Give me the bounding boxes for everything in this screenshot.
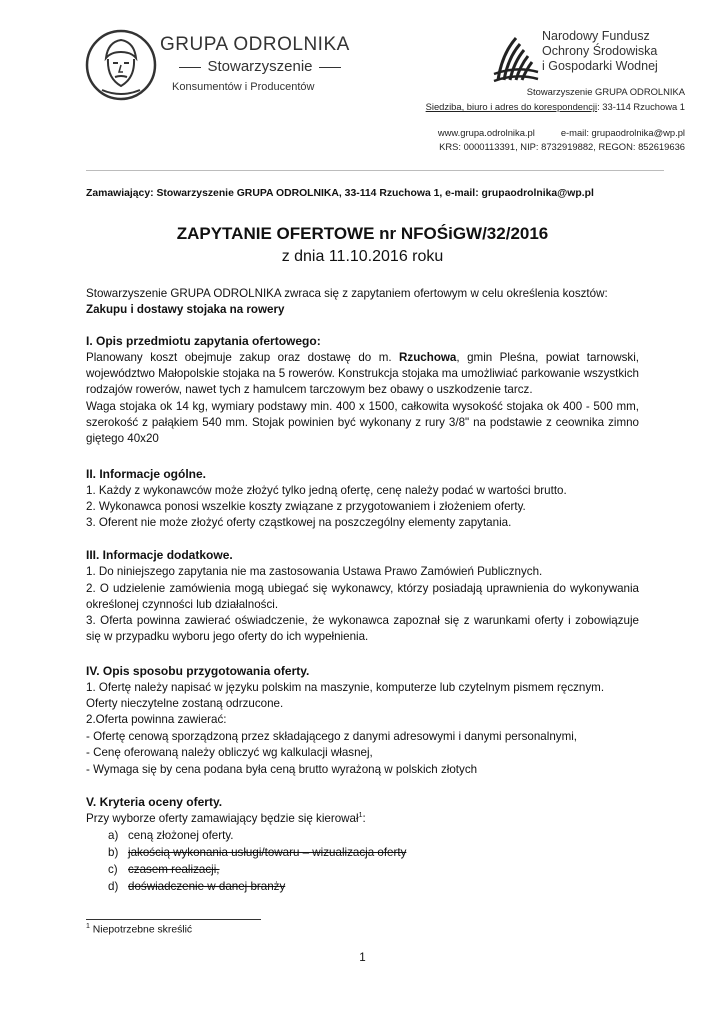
section-2-item: 1. Każdy z wykonawców może złożyć tylko jedną ofertę, cenę należy podać w wartości brutto.	[86, 484, 567, 497]
grupa-odrolnika-logo	[84, 28, 359, 108]
footnote-divider	[86, 919, 261, 920]
org-registry: KRS: 0000113391, NIP: 8732919882, REGON: 852619636	[439, 141, 685, 152]
logo-tagline: Konsumentów i Producentów	[172, 81, 315, 93]
section-2-item: 3. Oferent nie może złożyć oferty cząstkowej na poszczególny elementy zapytania.	[86, 516, 512, 529]
org-contact	[438, 127, 685, 138]
section-1-p1-after: , gmin Pleśna, powiat tarnowski, województwo Małopolskie stojaka na 5 rowerów. Konstrukcja stojaka ma umożliwiać parkowanie wszystkich rodzajów rowerów, nawet tych z hamulcem tarczowym bez obawy o uszkodzenie tarcz.	[86, 351, 639, 396]
section-3-heading: III. Informacje dodatkowe.	[86, 548, 233, 562]
criterion-text: ceną złożonej oferty.	[128, 829, 234, 842]
section-1-p1-before: Planowany koszt obejmuje zakup oraz dostawę do m.	[86, 351, 400, 364]
criterion-text: jakością wykonania usługi/towaru – wizualizacja oferty	[128, 846, 407, 859]
criterion-text: doświadczenie w danej branży	[128, 880, 286, 893]
section-4-line: 2.Oferta powinna zawierać:	[86, 713, 227, 726]
section-1-heading: I. Opis przedmiotu zapytania ofertowego:	[86, 334, 321, 348]
section-3-item: 3. Oferta powinna zawierać oświadczenie, że wykonawca zapoznał się z warunkami oferty i zobowiązuje się w przypadku wyboru jego oferty do ich wypełnienia.	[86, 614, 639, 643]
criterion-text: czasem realizacji,	[128, 863, 220, 876]
nfosigw-logo	[492, 28, 697, 88]
criterion-letter: d)	[108, 880, 119, 893]
footnote-mark: 1	[86, 923, 90, 930]
nfosigw-mark-icon	[492, 28, 540, 86]
section-5-intro	[86, 812, 366, 825]
criterion-letter: a)	[108, 829, 119, 842]
address-value: : 33-114 Rzuchowa 1	[597, 101, 685, 112]
document-date: z dnia 11.10.2016 roku	[281, 248, 444, 265]
zamawiajacy-line: Zamawiający: Stowarzyszenie GRUPA ODROLNIKA, 33-114 Rzuchowa 1, e-mail: grupaodrolnika@wp.pl	[86, 188, 594, 199]
section-2-heading: II. Informacje ogólne.	[86, 467, 207, 481]
section-1-paragraph-2: Waga stojaka ok 14 kg, wymiary podstawy min. 400 x 1500, całkowita wysokość stojaka ok 400 - 500 mm, szerokość z pałąkiem 540 mm. Stojak powinien być wykonany z rury 3/8" na podstawie z ceownika zimno giętego 40x20	[86, 400, 639, 445]
document-title: ZAPYTANIE OFERTOWE nr NFOŚiGW/32/2016	[176, 224, 549, 243]
criterion-letter: c)	[108, 863, 118, 876]
criterion-item-struck	[108, 846, 406, 859]
section-4-line: 1. Ofertę należy napisać w języku polskim na maszynie, komputerze lub czytelnym pismem ręcznym.	[86, 681, 605, 694]
logo-subtitle	[160, 58, 360, 75]
org-address	[426, 101, 685, 112]
section-5-intro-text: Przy wyborze oferty zamawiający będzie się kierował	[86, 812, 359, 825]
criterion-letter: b)	[108, 846, 119, 859]
section-2-item: 2. Wykonawca ponosi wszelkie koszty związane z przygotowaniem i złożeniem oferty.	[86, 500, 526, 513]
section-4-heading: IV. Opis sposobu przygotowania oferty.	[86, 664, 310, 678]
criterion-item	[108, 829, 233, 842]
page-number: 1	[359, 951, 366, 964]
org-name: Stowarzyszenie GRUPA ODROLNIKA	[526, 86, 685, 97]
section-4-line: - Ofertę cenową sporządzoną przez składającego z danymi adresowymi i danymi personalnymi,	[86, 730, 578, 743]
section-4-line: - Wymaga się by cena podana była ceną brutto wyrażoną w polskich złotych	[86, 763, 478, 776]
footnote-ref: 1	[358, 812, 363, 820]
section-3-item: 1. Do niniejszego zapytania nie ma zastosowania Ustawa Prawo Zamówień Publicznych.	[86, 565, 543, 578]
logo-subtitle-text: Stowarzyszenie	[207, 58, 313, 75]
intro-text: Stowarzyszenie GRUPA ODROLNIKA zwraca się z zapytaniem ofertowym w celu określenia kosztów:	[86, 287, 608, 300]
section-1-paragraph-1	[86, 350, 639, 398]
section-4-line: Oferty nieczytelne zostaną odrzucone.	[86, 697, 284, 710]
nfosigw-name	[542, 29, 658, 74]
footnote	[86, 923, 192, 935]
website-link[interactable]: www.grupa.odrolnika.pl	[437, 127, 535, 138]
email-link[interactable]: e-mail: grupaodrolnika@wp.pl	[560, 127, 685, 138]
section-5-intro-end: :	[362, 812, 366, 825]
section-4-line: - Cenę oferowaną należy obliczyć wg kalkulacji własnej,	[86, 746, 373, 759]
criterion-item-struck	[108, 863, 220, 876]
nfosigw-line: Narodowy Fundusz	[542, 29, 650, 43]
address-label: Siedziba, biuro i adres do korespondencji	[425, 101, 598, 112]
header-divider	[86, 170, 664, 171]
criterion-item-struck	[108, 880, 285, 893]
farmer-face-icon	[84, 28, 158, 102]
nfosigw-line: Ochrony Środowiska	[542, 44, 658, 58]
section-1-p1-place: Rzuchowa	[399, 351, 457, 364]
section-5-heading: V. Kryteria oceny oferty.	[86, 795, 223, 809]
intro-subject: Zakupu i dostawy stojaka na rowery	[86, 303, 285, 316]
footnote-text: Niepotrzebne skreślić	[89, 924, 193, 936]
nfosigw-line: i Gospodarki Wodnej	[542, 59, 658, 73]
logo-title: GRUPA ODROLNIKA	[160, 34, 350, 55]
section-3-item: 2. O udzielenie zamówienia mogą ubiegać się wykonawcy, którzy posiadają uprawnienia do wykonywania określonej czynności lub działalności.	[86, 582, 639, 611]
